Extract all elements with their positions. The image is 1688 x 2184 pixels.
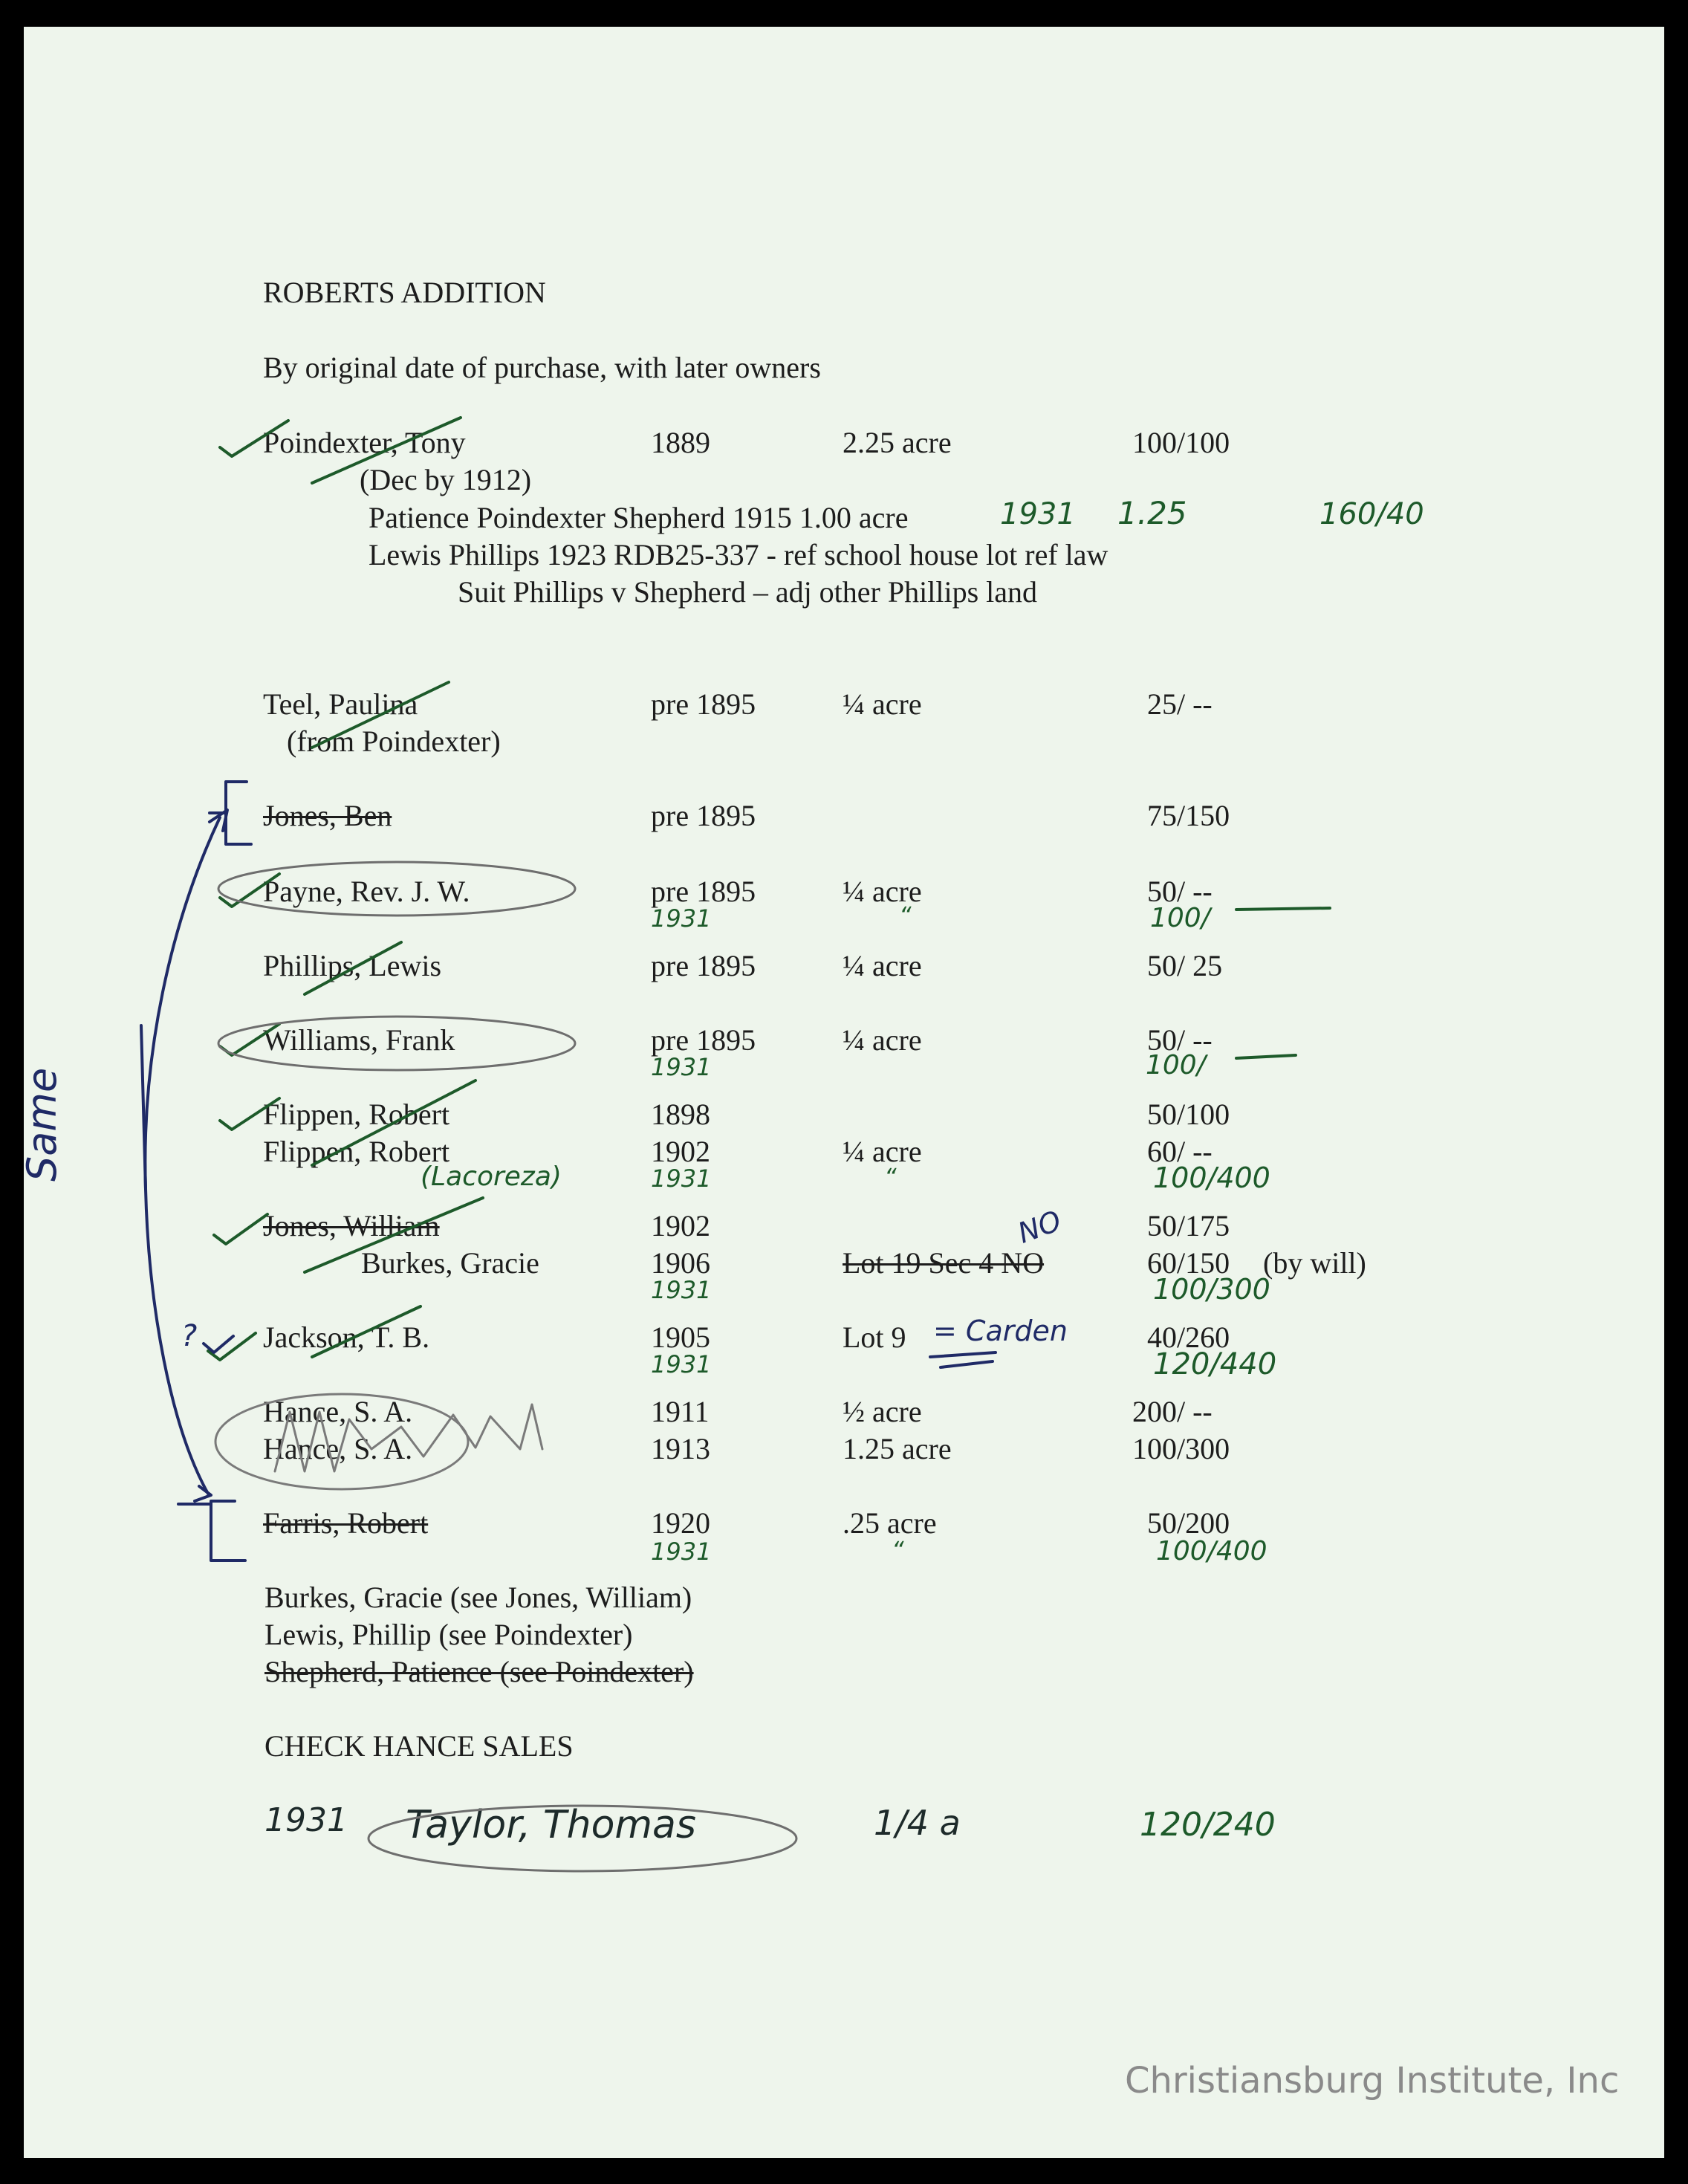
entry-name: Jones, William xyxy=(263,1209,440,1242)
entry-size: 1.25 acre xyxy=(843,1432,952,1465)
hand-size: = Carden xyxy=(933,1315,1068,1347)
entry-value: 60/150 xyxy=(1147,1246,1230,1280)
entry-name: Poindexter, Tony xyxy=(263,426,466,459)
entry-year: 1913 xyxy=(651,1432,710,1465)
hand-size: 1.25 xyxy=(1117,495,1187,531)
entry-sub: Patience Poindexter Shepherd 1915 1.00 acre xyxy=(369,501,909,534)
entry-value: 60/ -- xyxy=(1147,1135,1213,1168)
entry-year: pre 1895 xyxy=(651,687,756,721)
doc-subtitle: By original date of purchase, with later owners xyxy=(263,351,821,384)
entry-year: 1902 xyxy=(651,1135,710,1168)
see-also-item: Shepherd, Patience (see Poindexter) xyxy=(264,1655,694,1688)
entry-note: (from Poindexter) xyxy=(287,725,501,758)
hand-mark: NO xyxy=(1013,1204,1066,1250)
entry-value: 100/300 xyxy=(1132,1432,1230,1465)
hand-year: 1931 xyxy=(651,1276,712,1304)
entry-value: 50/200 xyxy=(1147,1506,1230,1540)
watermark: Christiansburg Institute, Inc xyxy=(1125,2060,1620,2102)
entry-value: 50/ 25 xyxy=(1147,949,1223,982)
entry-year: 1902 xyxy=(651,1209,710,1242)
entry-name: Flippen, Robert xyxy=(263,1135,450,1168)
entry-name: Jackson, T. B. xyxy=(263,1321,430,1354)
entry-size: ¼ acre xyxy=(843,687,922,721)
entry-name: Burkes, Gracie xyxy=(361,1246,539,1280)
entry-year: pre 1895 xyxy=(651,875,756,908)
entry-name: Teel, Paulina xyxy=(263,687,418,721)
entry-year: 1920 xyxy=(651,1506,710,1540)
hand-value: 100/400 xyxy=(1153,1161,1270,1194)
entry-note: (Dec by 1912) xyxy=(360,463,532,496)
entry-name: Hance, S. A. xyxy=(263,1432,413,1465)
entry-value: 200/ -- xyxy=(1132,1395,1213,1428)
entry-size: Lot 19 Sec 4 NO xyxy=(843,1246,1045,1280)
entry-year: 1889 xyxy=(651,426,710,459)
entry-name: Jones, Ben xyxy=(263,799,392,832)
entry-value: 50/ -- xyxy=(1147,875,1213,908)
entry-year: 1898 xyxy=(651,1098,710,1131)
entry-name: Farris, Robert xyxy=(263,1506,429,1540)
entry-value: 75/150 xyxy=(1147,799,1230,832)
entry-size: 2.25 acre xyxy=(843,426,952,459)
doc-title: ROBERTS ADDITION xyxy=(263,276,546,309)
hand-year: 1931 xyxy=(651,1537,712,1566)
hand-ditto: “ xyxy=(892,1536,904,1564)
entry-value: 50/175 xyxy=(1147,1209,1230,1242)
hand-year: 1931 xyxy=(651,1053,712,1081)
hand-note: (Lacoreza) xyxy=(421,1161,562,1192)
hand-ditto: “ xyxy=(884,1163,897,1191)
hand-ditto: “ xyxy=(899,901,912,930)
entry-size: .25 acre xyxy=(843,1506,937,1540)
footer-note: CHECK HANCE SALES xyxy=(264,1729,574,1763)
entry-size: ¼ acre xyxy=(843,875,922,908)
entry-name: Hance, S. A. xyxy=(263,1395,413,1428)
hand-year: 1931 xyxy=(1000,497,1076,531)
hand-year: 1931 xyxy=(651,904,712,933)
entry-size: ¼ acre xyxy=(843,949,922,982)
hand-bottom-name: Taylor, Thomas xyxy=(406,1803,697,1847)
margin-note: Same xyxy=(19,1067,65,1182)
entry-sub: Lewis Phillips 1923 RDB25-337 - ref school house lot ref law xyxy=(369,538,1108,571)
hand-year: 1931 xyxy=(651,1350,712,1378)
hand-value: 100/ xyxy=(1150,903,1210,933)
hand-bottom-year: 1931 xyxy=(264,1801,348,1839)
entry-year: pre 1895 xyxy=(651,799,756,832)
entry-year: pre 1895 xyxy=(651,949,756,982)
hand-value: 120/440 xyxy=(1153,1347,1277,1381)
entry-name: Payne, Rev. J. W. xyxy=(263,875,470,908)
entry-value: 40/260 xyxy=(1147,1321,1230,1354)
hand-bottom-value: 120/240 xyxy=(1140,1806,1276,1844)
entry-size: ½ acre xyxy=(843,1395,922,1428)
see-also-item: Burkes, Gracie (see Jones, William) xyxy=(264,1581,692,1614)
entry-value: 50/ -- xyxy=(1147,1023,1213,1057)
entry-size: ¼ acre xyxy=(843,1023,922,1057)
hand-value: 160/40 xyxy=(1319,497,1424,531)
hand-value: 100/ xyxy=(1146,1050,1206,1080)
entry-size: Lot 9 xyxy=(843,1321,906,1354)
hand-question: ? xyxy=(181,1319,198,1353)
see-also-item: Lewis, Phillip (see Poindexter) xyxy=(264,1618,633,1651)
hand-bottom-size: 1/4 a xyxy=(874,1803,961,1843)
entry-name: Phillips, Lewis xyxy=(263,949,442,982)
entry-value: 50/100 xyxy=(1147,1098,1230,1131)
entry-extra: (by will) xyxy=(1263,1246,1366,1280)
entry-name: Flippen, Robert xyxy=(263,1098,450,1131)
entry-value: 100/100 xyxy=(1132,426,1230,459)
entry-name: Williams, Frank xyxy=(263,1023,455,1057)
entry-sub: Suit Phillips v Shepherd – adj other Phillips land xyxy=(458,575,1037,609)
entry-year: 1906 xyxy=(651,1246,710,1280)
hand-value: 100/300 xyxy=(1153,1273,1270,1306)
entry-year: 1905 xyxy=(651,1321,710,1354)
hand-value: 100/400 xyxy=(1156,1536,1267,1566)
entry-size: ¼ acre xyxy=(843,1135,922,1168)
entry-year: 1911 xyxy=(651,1395,710,1428)
hand-year: 1931 xyxy=(651,1164,712,1193)
entry-year: pre 1895 xyxy=(651,1023,756,1057)
entry-value: 25/ -- xyxy=(1147,687,1213,721)
